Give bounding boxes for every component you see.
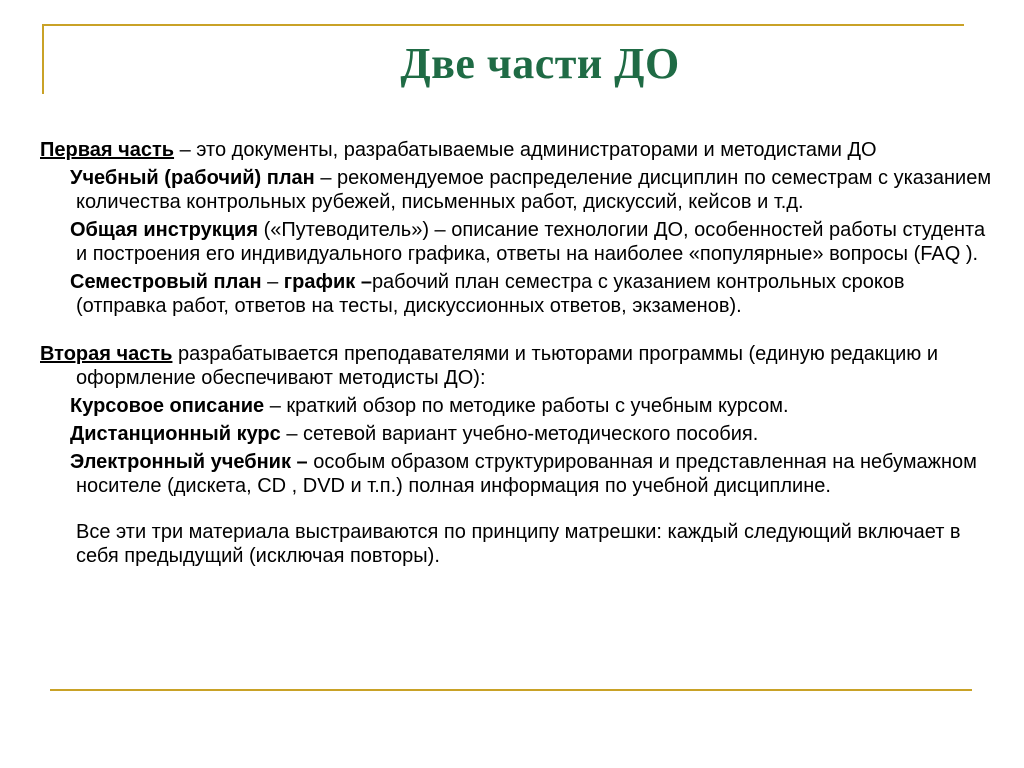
spacer	[40, 322, 1000, 342]
item-text: – сетевой вариант учебно-методического пособия.	[280, 423, 759, 445]
part1-paragraph	[40, 138, 1000, 162]
item-bold: Семестровый план	[70, 271, 262, 293]
item-text: – рекомендуемое распределение дисциплин по семестрам с указанием количества контрольных рубежей, письменных работ, дискуссий, кейсов и т.д.	[76, 167, 992, 213]
list-item	[40, 450, 1000, 498]
frame-top-line	[42, 24, 964, 26]
item-separator: –	[261, 271, 284, 293]
part2-text: разрабатывается преподавателями и тьюторами программы (единую редакцию и оформление обеспечивают методисты ДО):	[76, 343, 938, 389]
list-item	[40, 218, 1000, 266]
spacer	[40, 502, 1000, 520]
item-bold: Электронный учебник –	[70, 451, 308, 473]
part1-text: – это документы, разрабатываемые администраторами и методистами ДО	[174, 139, 877, 161]
item-text: («Путеводитель») – описание технологии ДО, особенностей работы студента и построения его индивидуального графика, ответы на наиболее «популярные» вопросы (FAQ ).	[76, 219, 986, 265]
item-text: рабочий план семестра с указанием контрольных сроков (отправка работ, ответов на тесты, дискуссионных ответов, экзаменов).	[76, 271, 905, 317]
final-paragraph: Все эти три материала выстраиваются по принципу матрешки: каждый следующий включает в себя предыдущий (исключая повторы).	[76, 521, 961, 567]
item-text: – краткий обзор по методике работы с учебным курсом.	[264, 395, 789, 417]
item-text: особым образом структурированная и представленная на небумажном носителе (дискета, CD , DVD и т.п.) полная информация по учебной дисциплине.	[76, 451, 977, 497]
list-item	[40, 166, 1000, 214]
list-item	[40, 422, 1000, 446]
list-item	[40, 270, 1000, 318]
item-bold: Учебный (рабочий) план	[70, 167, 315, 189]
slide-content	[40, 138, 1000, 568]
item-bold: Курсовое описание	[70, 395, 265, 417]
slide-title: Две части ДО	[400, 39, 680, 88]
part1-lead: Первая часть	[40, 139, 175, 161]
part2-paragraph	[40, 342, 1000, 390]
item-bold: Общая инструкция	[70, 219, 259, 241]
part2-lead: Вторая часть	[40, 343, 173, 365]
list-item	[40, 394, 1000, 418]
item-bold-2: график –	[283, 271, 372, 293]
item-bold: Дистанционный курс	[70, 423, 281, 445]
frame-bottom-line	[50, 689, 972, 691]
